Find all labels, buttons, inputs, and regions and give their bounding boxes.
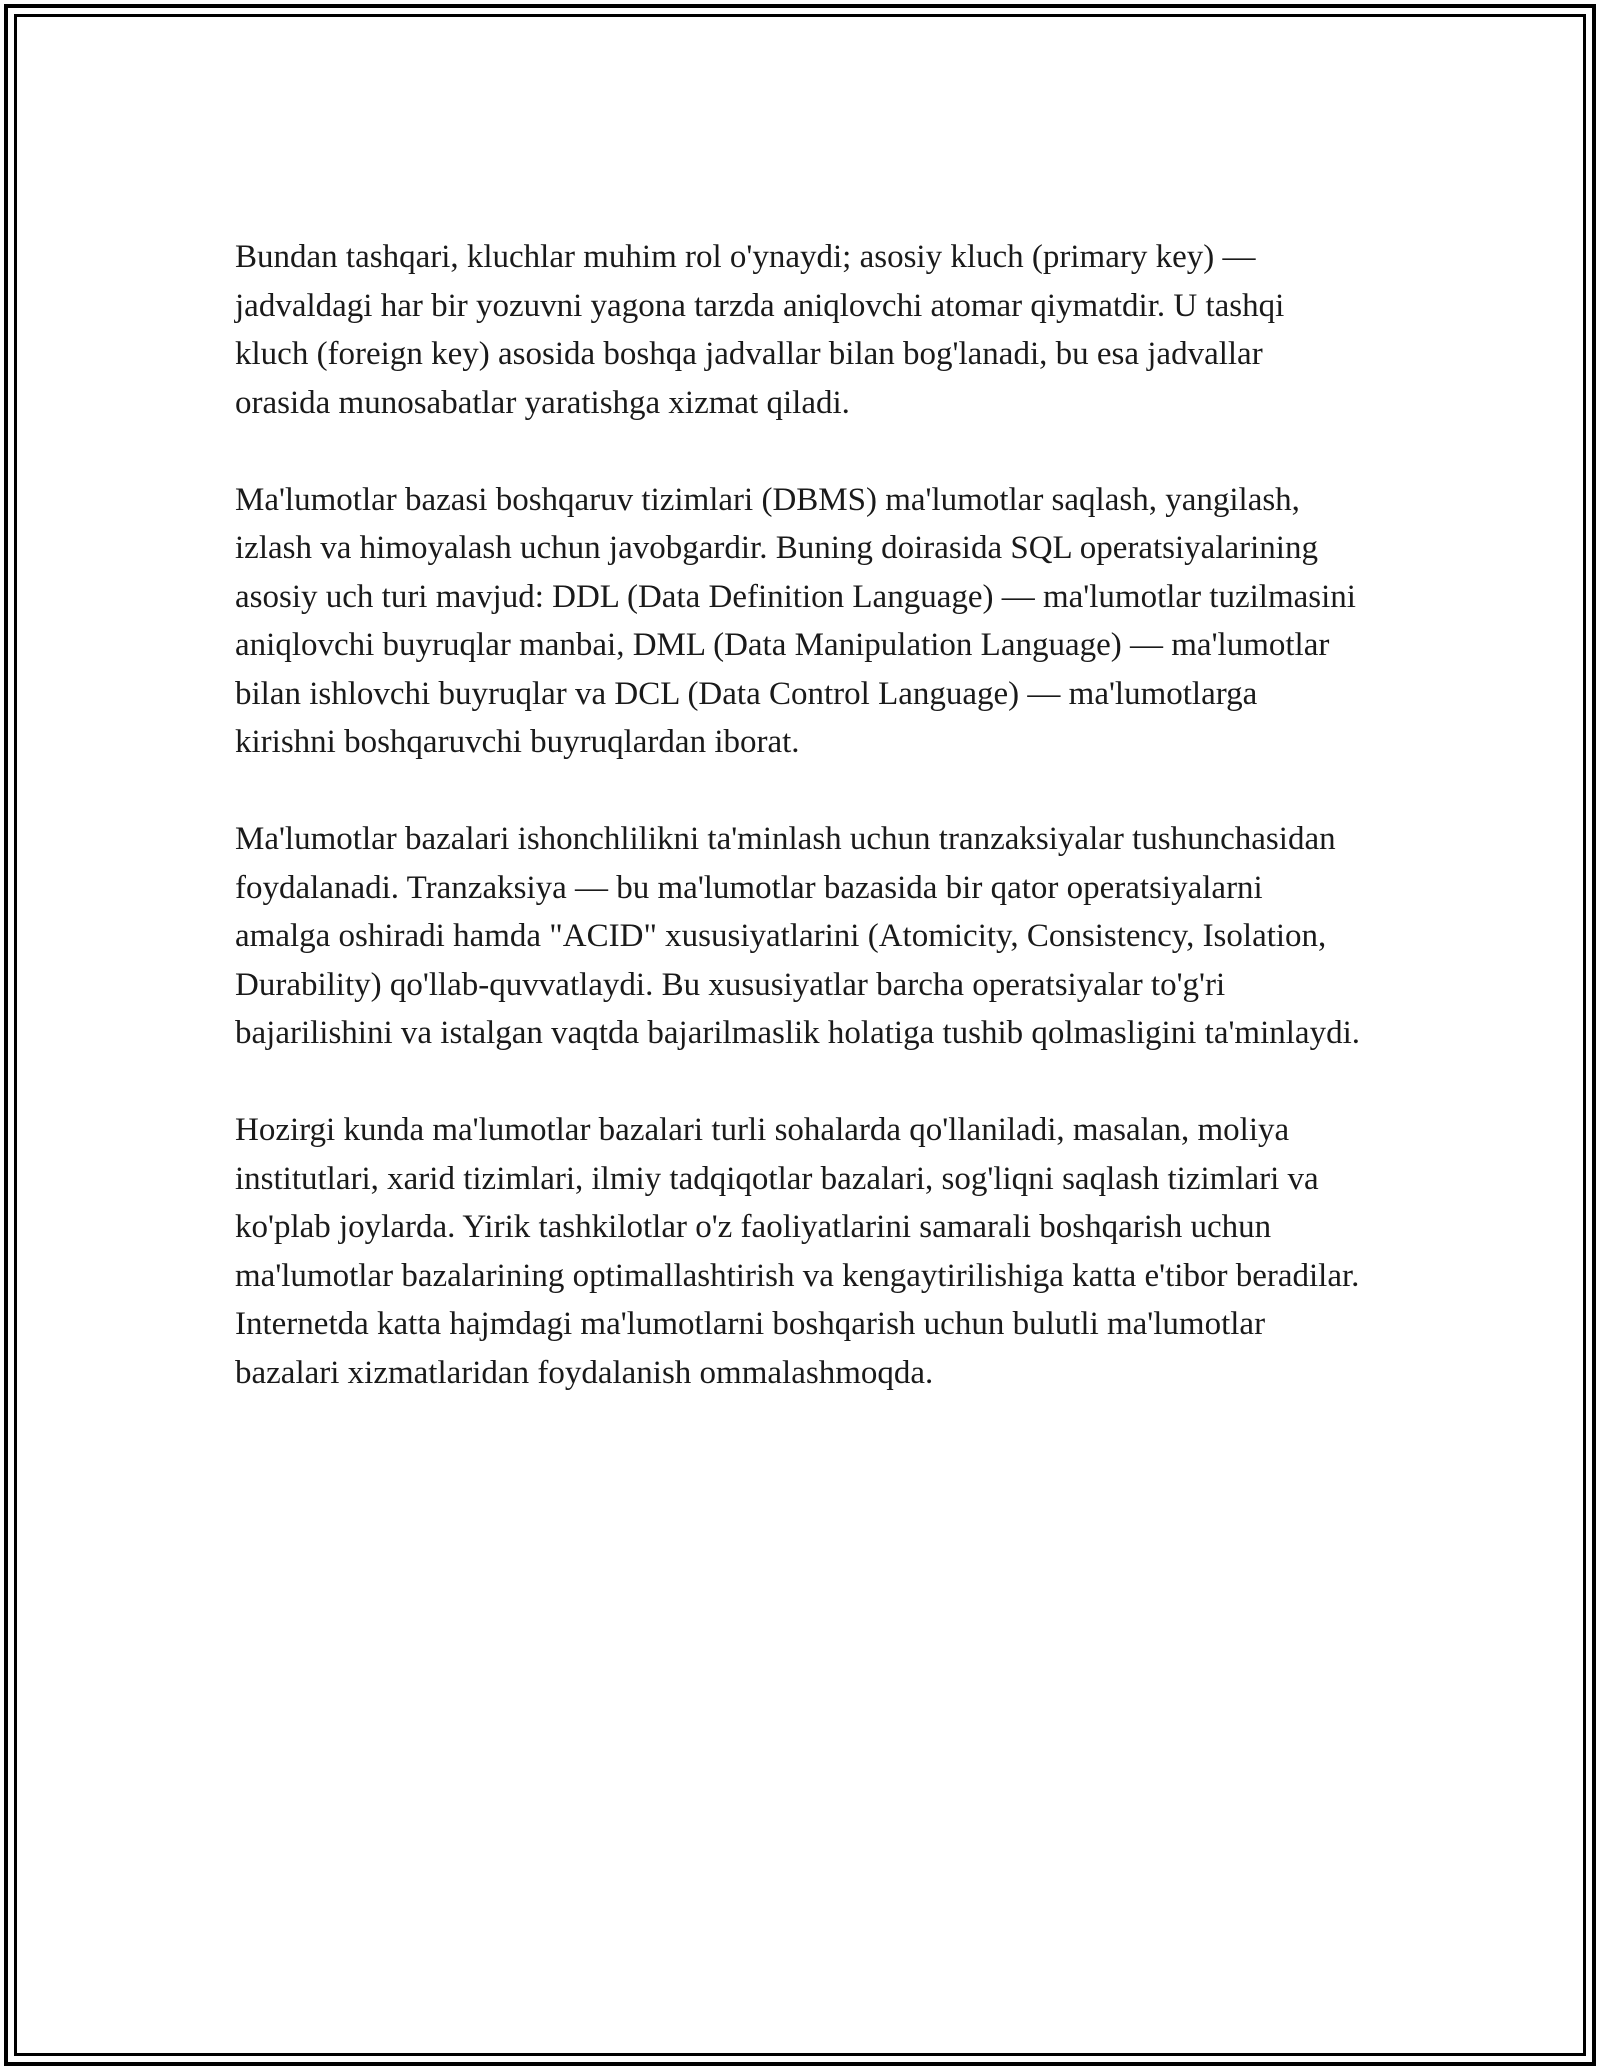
document-body [235, 233, 1365, 1446]
paragraph-dbms-sql-commands: Ma'lumotlar bazasi boshqaruv tizimlari (DBMS) ma'lumotlar saqlash, yangilash, izlash va himoyalash uchun javobgardir. Buning doirasida SQL operatsiyalarining asosiy uch turi mavjud: DDL (Data Definition Language) — ma'lumotlar tuzilmasini aniqlovchi buyruqlar manbai, DML (Data Manipulation Language) — ma'lumotlar bilan ishlovchi buyruqlar va DCL (Data Control Language) — ma'lumotlarga kirishni boshqaruvchi buyruqlardan iborat. [235, 481, 1356, 760]
paragraph-transactions-acid: Ma'lumotlar bazalari ishonchlilikni ta'minlash uchun tranzaksiyalar tushunchasidan foydalanadi. Tranzaksiya — bu ma'lumotlar bazasida bir qator operatsiyalarni amalga oshiradi hamda "ACID" xususiyatlarini (Atomicity, Consistency, Isolation, Durability) qo'llab-quvvatlaydi. Bu xususiyatlar barcha operatsiyalar to'g'ri bajarilishini va istalgan vaqtda bajarilmaslik holatiga tushib qolmasligini ta'minlaydi. [235, 821, 1360, 1051]
paragraph-database-applications: Hozirgi kunda ma'lumotlar bazalari turli sohalarda qo'llaniladi, masalan, moliya institutlari, xarid tizimlari, ilmiy tadqiqotlar bazalari, sog'liqni saqlash tizimlari va ko'plab joylarda. Yirik tashkilotlar o'z faoliyatlarini samarali boshqarish uchun ma'lumotlar bazalarining optimallashtirish va kengaytirilishiga katta e'tibor beradilar. Internetda katta hajmdagi ma'lumotlarni boshqarish uchun bulutli ma'lumotlar bazalari xizmatlaridan foydalanish ommalashmoqda. [235, 1112, 1360, 1391]
paragraph-primary-foreign-keys: Bundan tashqari, kluchlar muhim rol o'ynaydi; asosiy kluch (primary key) — jadvaldagi har bir yozuvni yagona tarzda aniqlovchi atomar qiymatdir. U tashqi kluch (foreign key) asosida boshqa jadvallar bilan bog'lanadi, bu esa jadvallar orasida munosabatlar yaratishga xizmat qiladi. [235, 239, 1285, 421]
